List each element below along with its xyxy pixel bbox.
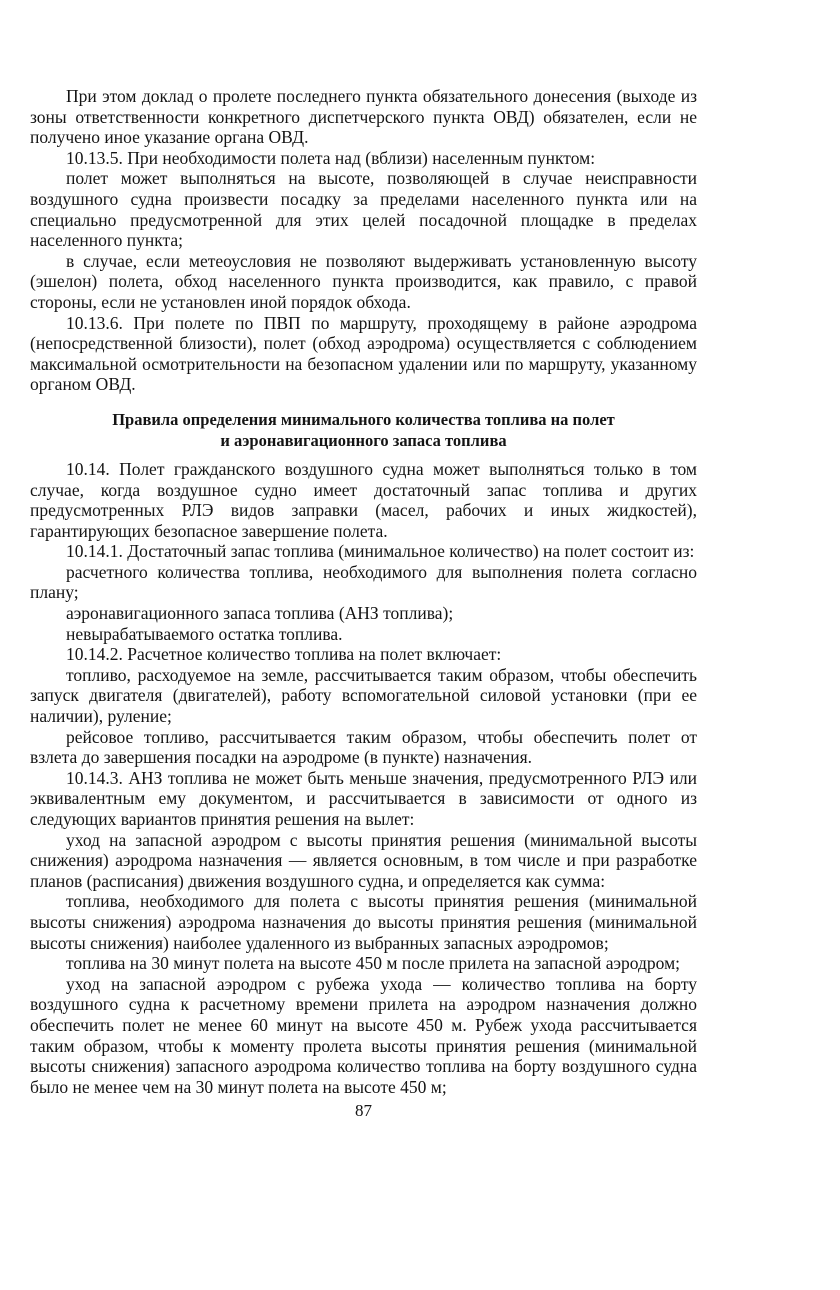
section-heading-line2: и аэронавигационного запаса топлива (220, 431, 507, 451)
paragraph: рейсовое топливо, рассчитывается таким образом, чтобы обеспечить полет от взлета до завершения посадки на аэродроме (в пункте) назначения. (30, 726, 697, 768)
paragraph: 10.13.6. При полете по ПВП по маршруту, проходящему в районе аэродрома (непосредственной близости), полет (обход аэродрома) осуществляется с соблюдением максимальной осмотрительности на безопасном удалении или по маршруту, указанному органом ОВД. (30, 312, 697, 395)
page-number: 87 (355, 1101, 372, 1121)
paragraph: 10.14.3. АНЗ топлива не может быть меньше значения, предусмотренного РЛЭ или эквивалентным ему документом, и рассчитывается в зависимости от одного из следующих вариантов принятия решения на вылет: (30, 767, 697, 829)
paragraph: 10.14.2. Расчетное количество топлива на полет включает: (66, 644, 502, 665)
paragraph: 10.13.5. При необходимости полета над (вблизи) населенным пунктом: (66, 147, 596, 168)
paragraph: расчетного количества топлива, необходимого для выполнения полета согласно плану; (30, 561, 697, 603)
paragraph: уход на запасной аэродром с рубежа ухода — количество топлива на борту воздушного судна к расчетному времени прилета на аэродром назначения должно обеспечить полет не менее 60 минут на высоте 450 м. Рубеж ухода рассчитывается таким образом, чтобы к моменту пролета высоты принятия решения (минимальной высоты снижения) запасного аэродрома количество топлива на борту воздушного судна было не менее чем на 30 минут полета на высоте 450 м; (30, 973, 697, 1097)
paragraph: уход на запасной аэродром с высоты принятия решения (минимальной высоты снижения) аэродрома назначения — является основным, в том числе и при разработке планов (расписания) движения воздушного судна, и определяется как сумма: (30, 829, 697, 891)
paragraph: полет может выполняться на высоте, позволяющей в случае неисправности воздушного судна произвести посадку за пределами населенного пункта или на специально предусмотренной для этих целей посадочной площадке в пределах населенного пункта; (30, 168, 697, 251)
paragraph: аэронавигационного запаса топлива (АНЗ топлива); (66, 603, 454, 624)
paragraph: невырабатываемого остатка топлива. (66, 623, 343, 644)
document-body (30, 86, 697, 1122)
paragraph: топлива, необходимого для полета с высоты принятия решения (минимальной высоты снижения) аэродрома назначения до высоты принятия решения (минимальной высоты снижения) наиболее удаленного из выбранных запасных аэродромов; (30, 891, 697, 953)
paragraph: 10.14.1. Достаточный запас топлива (минимальное количество) на полет состоит из: (66, 541, 695, 562)
section-heading-line1: Правила определения минимального количества топлива на полет (112, 409, 615, 429)
section-heading (50, 409, 677, 452)
paragraph: топливо, расходуемое на земле, рассчитывается таким образом, чтобы обеспечить запуск двигателя (двигателей), работу вспомогательной силовой установки (при ее наличии), руление; (30, 664, 697, 727)
paragraph: 10.14. Полет гражданского воздушного судна может выполняться только в том случае, когда воздушное судно имеет достаточный запас топлива и других предусмотренных РЛЭ видов заправки (масел, рабочих и иных жидкостей), гарантирующих безопасное завершение полета. (30, 458, 697, 541)
paragraph: При этом доклад о пролете последнего пункта обязательного донесения (выходе из зоны ответственности конкретного диспетчерского пункта ОВД) обязателен, если не получено иное указание органа ОВД. (30, 86, 697, 148)
paragraph: топлива на 30 минут полета на высоте 450 м после прилета на запасной аэродром; (66, 953, 681, 974)
paragraph: в случае, если метеоусловия не позволяют выдерживать установленную высоту (эшелон) полета, обход населенного пункта производится, как правило, с правой стороны, если не установлен иной порядок обхода. (30, 250, 697, 312)
